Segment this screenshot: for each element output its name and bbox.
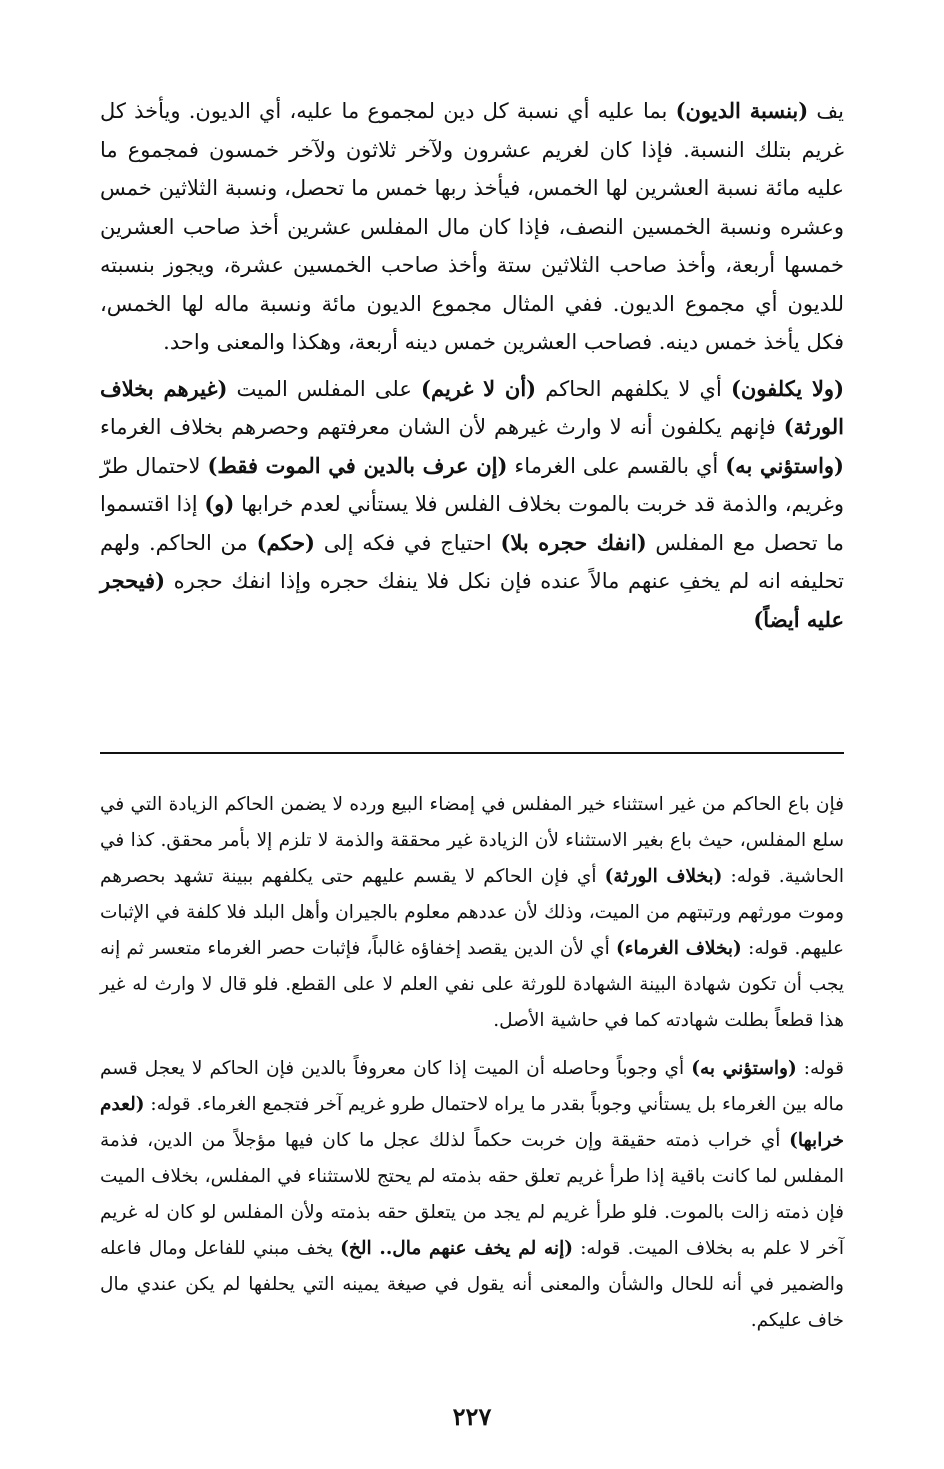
text-segment: فإن باع الحاكم من غير استثناء خير المفلس في إمضاء البيع ورده لا يضمن الحاكم الزيادة التي في سلع المفلس، حيث باع بغير الاستثناء لأن الزيادة غير محققة والذمة لا تلزم إلا بأمر محقق. كذا في الحاشية. قوله: [100, 794, 844, 887]
text-segment: يف [808, 99, 844, 123]
bold-quote: (واستؤني به) [725, 452, 844, 478]
document-page [100, 92, 845, 1431]
text-segment: لاحتمال طرّ وغريم، والذمة قد خربت بالموت بخلاف الفلس فلا يستأني لعدم خرابها [100, 453, 844, 516]
text-segment: إذا اقتسموا ما تحصل مع المفلس [100, 492, 845, 555]
footnote-divider [100, 752, 844, 754]
page-number: ٢٢٧ [452, 1402, 492, 1431]
text-segment: أي لأن الدين يقصد إخفاؤه غالباً، فإثبات حصر الغرماء متعسر ثم إنه يجب أن تكون شهادة البينة الشهادة للورثة على نفي العلم لا على القطع. فلو قال لا وارث له غير هذا قطعاً بطلت شهادته كما في حاشية الأصل. [100, 938, 844, 1031]
text-segment: أي خراب ذمته حقيقة وإن خربت حكماً لذلك عجل ما كان فيها مؤجلاً من الدين، فذمة المفلس لما كانت باقية إذا طرأ غريم تعلق حقه بذمته لم يحتج للاستثناء في المفلس، بخلاف الميت فإن ذمته زالت بالموت. فلو طرأ غريم لم يجد من يتعلق حقه بذمته ولأن المفلس لو كان له غريم آخر لا علم به بخلاف الميت. قوله: [100, 1130, 844, 1259]
footnotes [100, 787, 844, 1339]
footnote-paragraph [100, 787, 844, 1039]
bold-quote: (بخلاف الغرماء) [616, 938, 742, 959]
text-segment: على المفلس الميت [227, 376, 422, 401]
bold-quote: (بخلاف الورثة) [604, 866, 723, 887]
text-segment: احتياج في فكه إلى [315, 530, 501, 555]
bold-quote: (غيرهم بخلاف الورثة) [100, 375, 844, 439]
text-segment: أي فإن الحاكم لا يقسم عليهم حتى يكلفهم ببينة تشهد بحصرهم وموت مورثهم ورتبتهم من الميت، وذلك لأن عددهم معلوم بالجيران وأهل البلد فلا كلفة في الإثبات عليهم. قوله: [100, 866, 844, 959]
main-paragraph [100, 92, 844, 362]
bold-quote: (ولا يكلفون) [730, 375, 844, 401]
bold-quote: (بنسبة الديون) [675, 98, 809, 123]
bold-quote: (و) [204, 491, 235, 516]
bold-quote: (إن عرف بالدين في الموت فقط) [207, 452, 508, 478]
text-segment: من الحاكم. ولهم تحليفه انه لم يخفِ عنهم مالاً عنده فإن نكل فلا ينفك حجره وإذا انفك حجره [100, 530, 844, 593]
main-paragraph [100, 370, 844, 640]
text-segment: بما عليه أي نسبة كل دين لمجموع ما عليه، أي الديون. ويأخذ كل غريم بتلك النسبة. فإذا كان لغريم عشرون ولآخر ثلاثون ولآخر خمسون فمجموع ما عليه مائة نسبة العشرين لها الخمس، فيأخذ ربها خمس ما تحصل، ونسبة الثلاثين خمس وعشره ونسبة الخمسين النصف، فإذا كان مال المفلس عشرين أخذ صاحب العشرين خمسها أربعة، وأخذ صاحب الثلاثين ستة وأخذ صاحب الخمسين عشرة، ويجوز بنسبته للديون أي مجموع الديون. ففي المثال مجموع الديون مائة ونسبة ماله لها الخمس، فكل يأخذ خمس دينه. فصاحب العشرين خمس دينه أربعة، وهكذا والمعنى واحد. [100, 99, 844, 354]
bold-quote: (واستؤني به) [691, 1058, 797, 1079]
bold-quote: (أن لا غريم) [421, 375, 537, 401]
bold-quote: (انفك حجره بلا) [500, 529, 647, 555]
main-text [100, 92, 844, 639]
text-segment: فإنهم يكلفون أنه لا وارث غيرهم لأن الشان معرفتهم وحصرهم بخلاف الغرماء [100, 415, 784, 439]
text-segment: أي لا يكلفهم الحاكم [536, 376, 731, 401]
text-segment: أي وجوباً وحاصله أن الميت إذا كان معروفاً بالدين فإن الحاكم لا يعجل قسم ماله بين الغرماء بل يستأني وجوباً بقدر ما يراه لاحتمال طرو غريم آخر فتجمع الغرماء. قوله: [100, 1058, 844, 1115]
bold-quote: (حكم) [256, 529, 315, 555]
text-segment: قوله: [796, 1058, 844, 1079]
text-segment: أي بالقسم على الغرماء [507, 453, 726, 478]
bold-quote: (لعدم خرابها) [100, 1094, 844, 1151]
footnote-paragraph [100, 1051, 844, 1339]
bold-quote: (فيحجر عليه أيضاً) [100, 568, 844, 632]
text-segment: يخف مبني للفاعل ومال فاعله والضمير في أنه للحال والشأن والمعنى أنه يقول في صيغة يمينه التي يحلفها لم يكن عندي مال خاف عليكم. [100, 1238, 844, 1331]
bold-quote: (إنه لم يخف عنهم مال.. الخ) [340, 1238, 573, 1259]
